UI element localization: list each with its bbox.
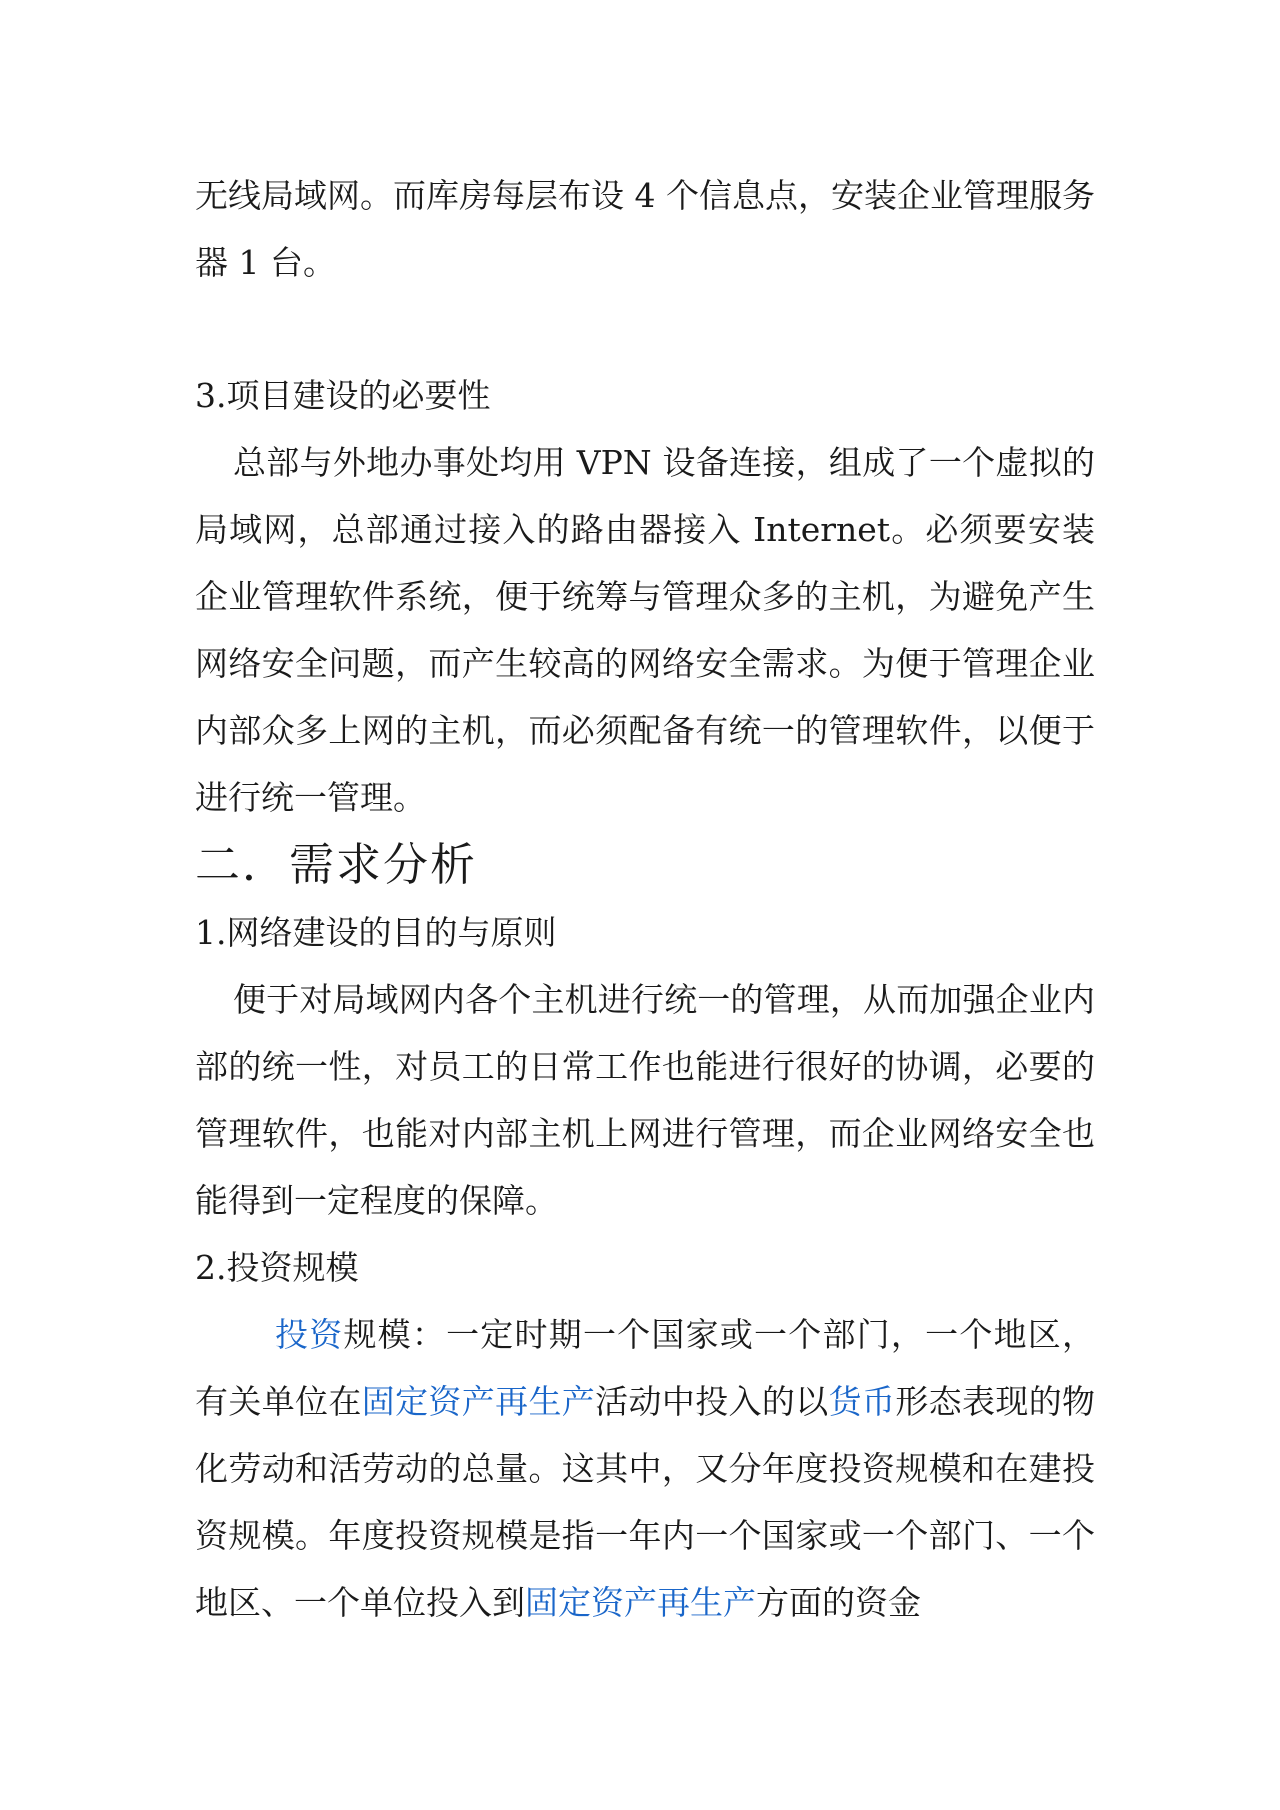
link-fixed-asset-reproduction[interactable]: 固定资产再生产 — [361, 1382, 596, 1421]
paragraph-gap — [195, 296, 1095, 362]
chapter-2-heading: 二．需求分析 — [195, 838, 478, 891]
link-fixed-asset-reproduction-2[interactable]: 固定资产再生产 — [525, 1583, 756, 1622]
body-text-segment: 方面的资金 — [756, 1583, 921, 1622]
document-page — [195, 162, 1095, 1636]
intro-paragraph: 无线局域网。而库房每层布设 4 个信息点，安装企业管理服务器 1 台。 — [195, 176, 1095, 282]
body-text-segment: 形态表现的物化劳动和活劳动的总量。这其中，又分年度投资规模和在建投资规模。年度投资规模是指一年内一个国家或一个部门、一个地区、一个单位投入到 — [195, 1382, 1096, 1622]
link-investment[interactable]: 投资 — [275, 1315, 344, 1354]
body-text-segment: 规模：一定时期一个国家或一个部门，一个地区，有关单位在 — [195, 1315, 1096, 1421]
body-text-segment: 活动中投入的以 — [595, 1382, 829, 1421]
subsection-2-heading: 2.投资规模 — [195, 1248, 359, 1287]
section-3-heading: 3.项目建设的必要性 — [195, 376, 491, 415]
section-3-body: 总部与外地办事处均用 VPN 设备连接，组成了一个虚拟的局域网，总部通过接入的路由器接入 Internet。必须要安装企业管理软件系统，便于统筹与管理众多的主机，为避免产生网络安全问题，而产生较高的网络安全需求。为便于管理企业内部众多上网的主机，而必须配备有统一的管理软件，以便于进行统一管理。 — [195, 443, 1095, 817]
subsection-2-body — [195, 1301, 1095, 1636]
subsection-1-body: 便于对局域网内各个主机进行统一的管理，从而加强企业内部的统一性，对员工的日常工作也能进行很好的协调，必要的管理软件，也能对内部主机上网进行管理，而企业网络安全也能得到一定程度的保障。 — [195, 980, 1095, 1220]
subsection-1-heading: 1.网络建设的目的与原则 — [195, 913, 557, 952]
link-currency[interactable]: 货币 — [828, 1382, 896, 1421]
